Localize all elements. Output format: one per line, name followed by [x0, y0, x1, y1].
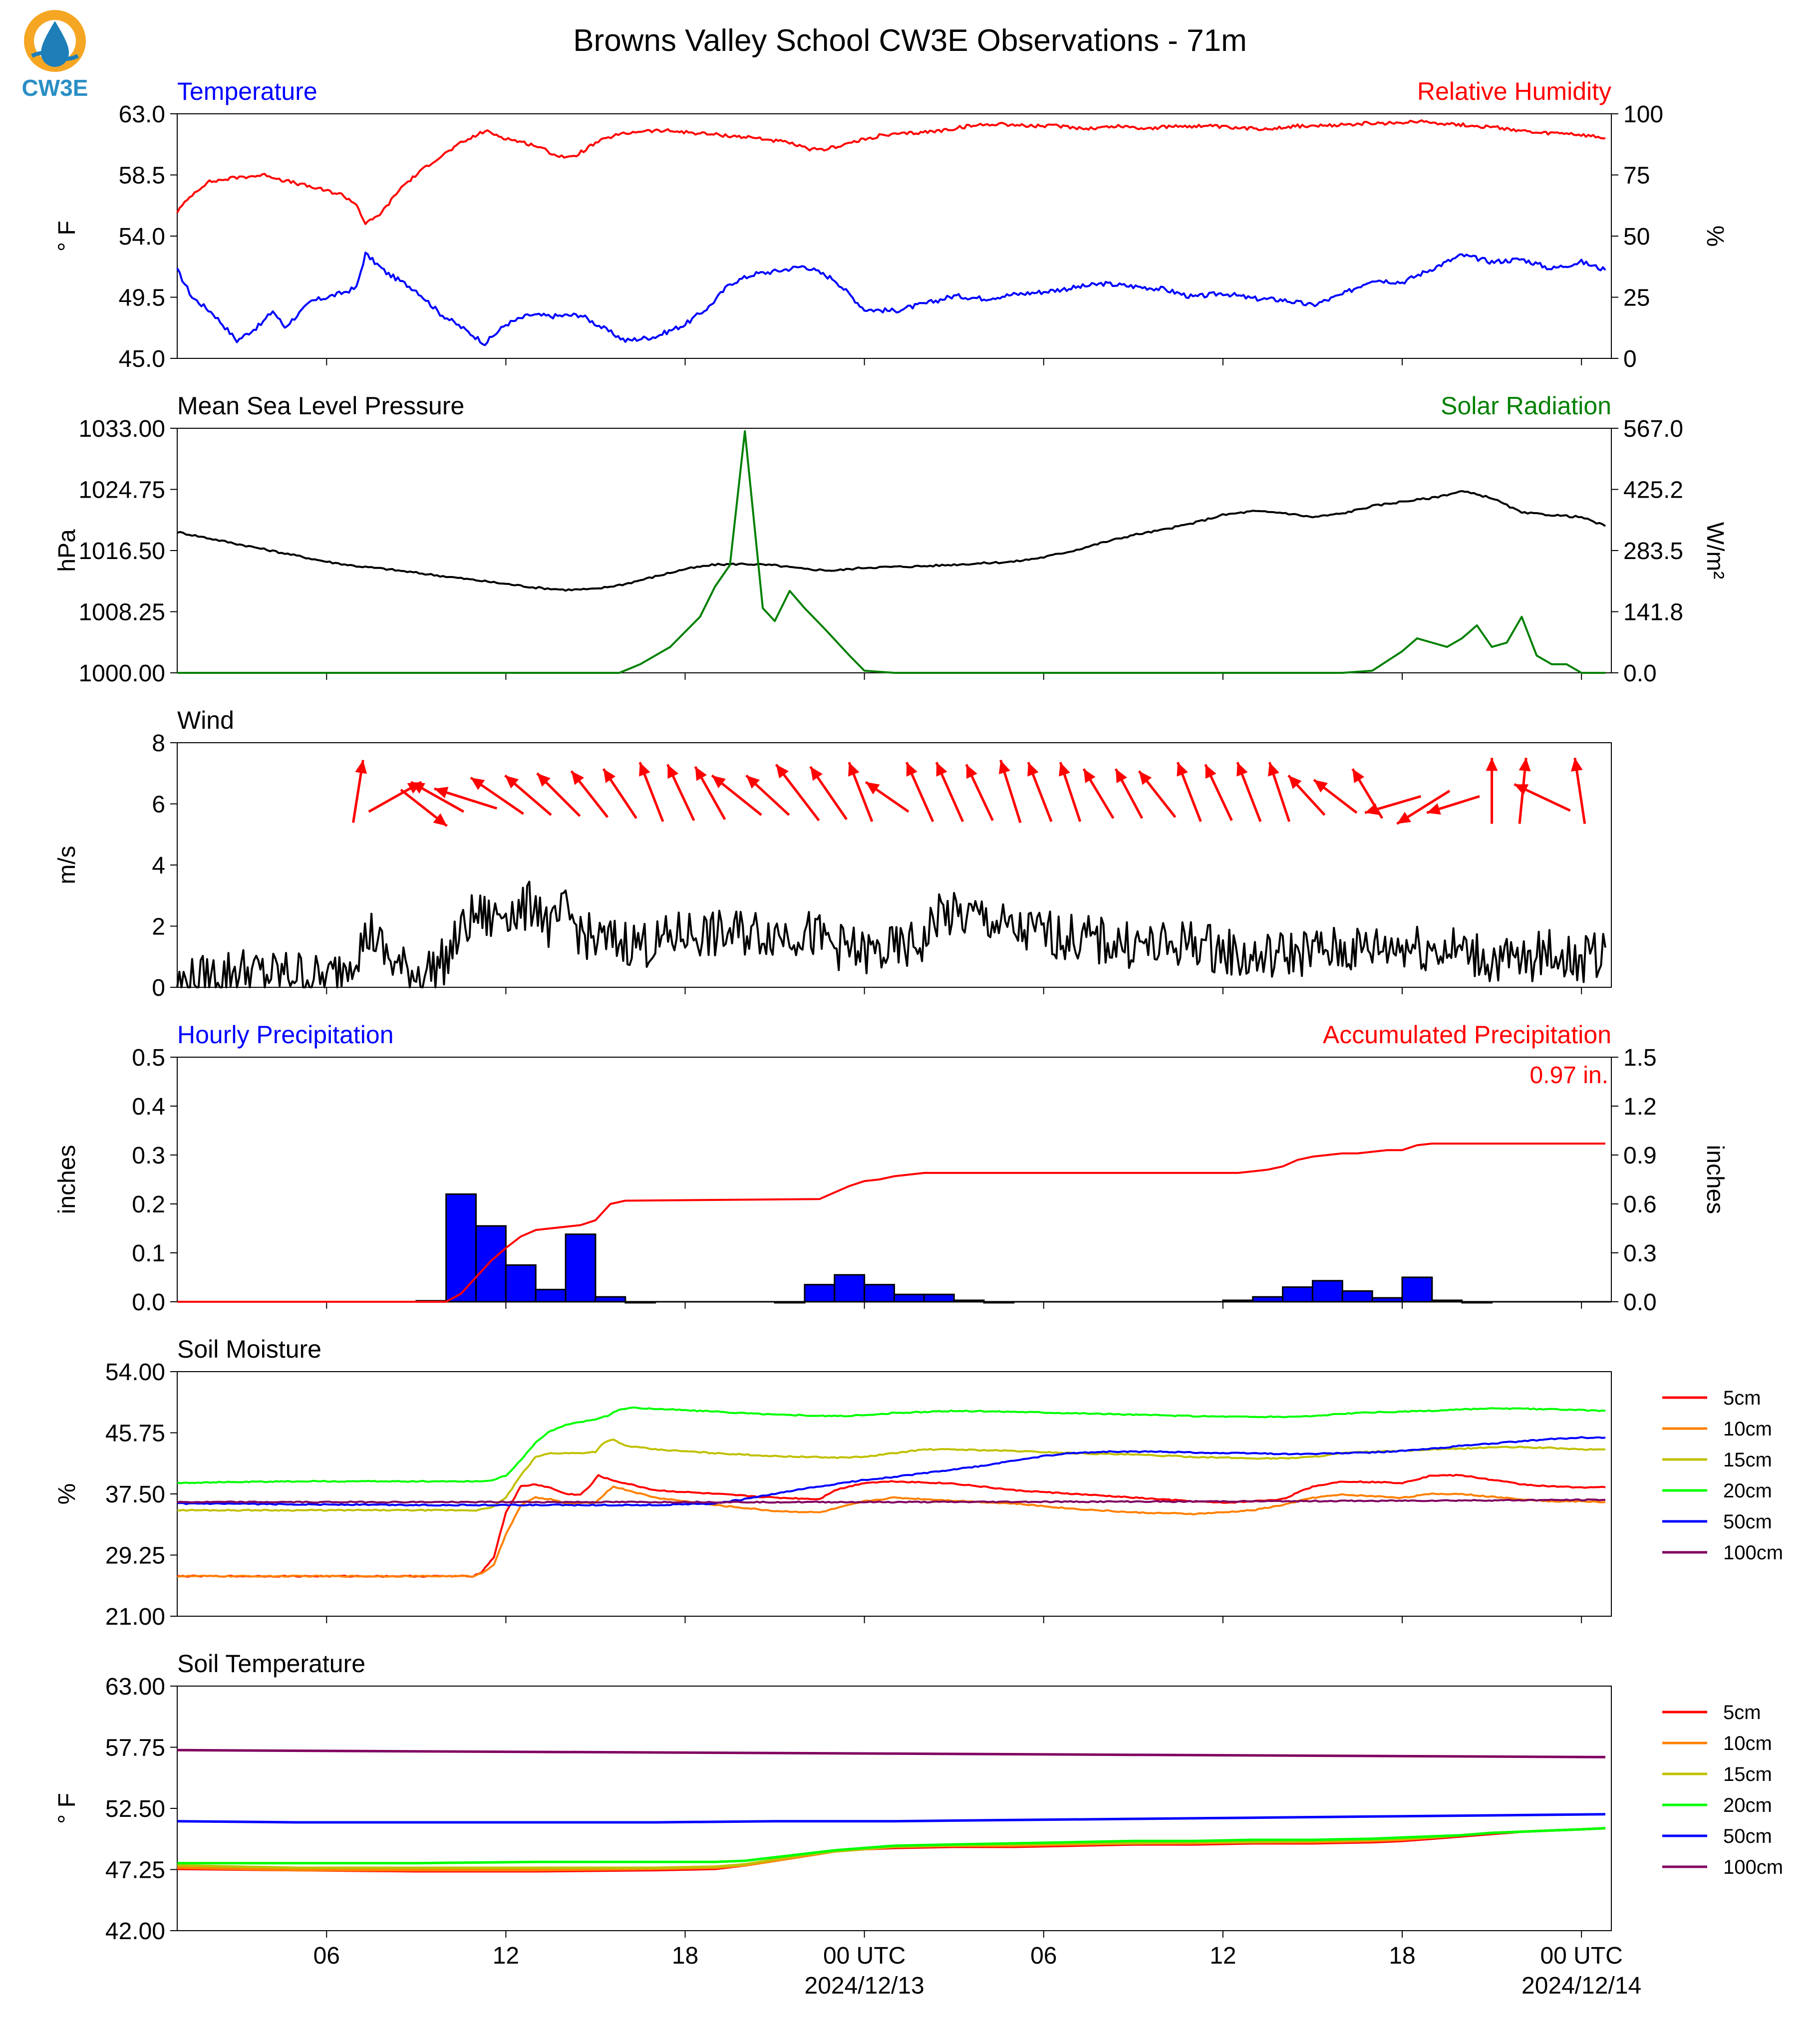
- y-tick-label-left: 58.5: [118, 162, 165, 189]
- y-axis-label-left: hPa: [54, 529, 80, 572]
- precip-bar: [446, 1194, 476, 1302]
- panel-title-left: Temperature: [177, 77, 317, 105]
- accumulated-total-label: 0.97 in.: [1529, 1062, 1608, 1089]
- y-axis-label-right: %: [1702, 225, 1728, 247]
- y-tick-label-right: 567.0: [1623, 416, 1684, 442]
- y-tick-label-right: 100: [1623, 101, 1664, 128]
- y-tick-label-right: 0.9: [1623, 1143, 1657, 1169]
- y-tick-label-left: 0.0: [132, 1289, 165, 1316]
- y-tick-label-right: 283.5: [1623, 538, 1684, 565]
- panel-title-right: Accumulated Precipitation: [1322, 1021, 1611, 1049]
- y-tick-label-right: 0.6: [1623, 1191, 1657, 1218]
- legend-label: 100cm: [1723, 1856, 1784, 1878]
- precip-bar: [835, 1275, 865, 1302]
- y-tick-label-left: 54.0: [118, 224, 165, 250]
- legend-label: 15cm: [1723, 1763, 1772, 1785]
- y-tick-label-left: 1016.50: [78, 538, 165, 565]
- legend-label: 50cm: [1723, 1825, 1772, 1847]
- x-tick-label: 18: [671, 1943, 699, 1969]
- panel-title-left: Hourly Precipitation: [177, 1021, 394, 1049]
- y-tick-label-right: 425.2: [1623, 477, 1684, 504]
- x-date-label: 2024/12/14: [1521, 1973, 1642, 1999]
- legend-label: 5cm: [1723, 1702, 1761, 1724]
- y-tick-label-left: 57.75: [105, 1735, 165, 1761]
- y-tick-label-left: 63.00: [105, 1674, 165, 1700]
- y-tick-label-right: 1.2: [1623, 1094, 1657, 1120]
- precip-bar: [1402, 1277, 1432, 1302]
- legend-label: 50cm: [1723, 1511, 1772, 1533]
- y-tick-label-right: 1.5: [1623, 1045, 1657, 1071]
- precip-bar: [536, 1290, 566, 1302]
- y-axis-label-left: ° F: [54, 221, 80, 252]
- y-tick-label-left: 2: [152, 913, 165, 940]
- precip-bar: [506, 1265, 536, 1302]
- precip-bar: [1342, 1291, 1372, 1302]
- legend-label: 15cm: [1723, 1449, 1772, 1471]
- precip-bar: [895, 1294, 924, 1302]
- x-tick-label: 00 UTC: [823, 1943, 906, 1969]
- y-tick-label-right: 50: [1623, 224, 1650, 250]
- precip-bar: [805, 1285, 835, 1302]
- x-date-label: 2024/12/13: [804, 1973, 924, 1999]
- y-tick-label-left: 37.50: [105, 1481, 165, 1508]
- y-tick-label-right: 0.0: [1623, 1289, 1657, 1316]
- cw3e-logo: [22, 15, 88, 101]
- x-tick-label: 18: [1389, 1943, 1416, 1969]
- y-tick-label-left: 0.1: [132, 1240, 165, 1267]
- y-tick-label-left: 54.00: [105, 1359, 165, 1386]
- x-tick-label: 12: [1210, 1943, 1236, 1969]
- legend-label: 20cm: [1723, 1794, 1772, 1816]
- panel-title-left: Wind: [177, 706, 234, 734]
- y-axis-label-right: inches: [1702, 1145, 1728, 1214]
- y-tick-label-left: 1033.00: [78, 416, 165, 442]
- panel-title-left: Soil Moisture: [177, 1335, 321, 1363]
- panel-title-left: Mean Sea Level Pressure: [177, 392, 465, 420]
- precip-bar: [1312, 1281, 1342, 1302]
- legend-label: 10cm: [1723, 1733, 1772, 1754]
- x-tick-label: 12: [492, 1943, 520, 1969]
- y-tick-label-left: 45.0: [118, 346, 165, 372]
- panel-title-left: Soil Temperature: [177, 1650, 366, 1678]
- panel-title-right: Relative Humidity: [1417, 77, 1611, 105]
- panel-title-right: Solar Radiation: [1441, 392, 1611, 420]
- y-tick-label-right: 75: [1623, 162, 1650, 189]
- y-tick-label-left: 45.75: [105, 1420, 165, 1447]
- y-tick-label-left: 0.3: [132, 1143, 165, 1169]
- figure-title: Browns Valley School CW3E Observations - 71m: [573, 23, 1247, 58]
- y-axis-label-left: m/s: [54, 846, 80, 884]
- precip-bar: [1283, 1287, 1313, 1302]
- y-tick-label-right: 0.3: [1623, 1240, 1657, 1267]
- y-tick-label-right: 0: [1623, 346, 1637, 372]
- y-tick-label-right: 25: [1623, 285, 1650, 311]
- y-tick-label-left: 4: [152, 853, 165, 879]
- y-axis-label-left: ° F: [54, 1793, 80, 1824]
- y-axis-label-left: %: [54, 1483, 80, 1505]
- legend-label: 5cm: [1723, 1387, 1761, 1409]
- y-tick-label-left: 47.25: [105, 1857, 165, 1884]
- y-tick-label-left: 29.25: [105, 1542, 165, 1569]
- y-tick-label-left: 0.5: [132, 1045, 165, 1071]
- y-tick-label-left: 1024.75: [78, 477, 165, 504]
- y-axis-label-right: W/m²: [1702, 522, 1728, 579]
- precip-bar: [566, 1234, 596, 1302]
- x-tick-label: 00 UTC: [1540, 1943, 1623, 1969]
- precip-bar: [476, 1226, 506, 1302]
- y-tick-label-left: 0.4: [132, 1094, 165, 1120]
- y-axis-label-left: inches: [54, 1145, 80, 1214]
- x-tick-label: 06: [1030, 1943, 1057, 1969]
- y-tick-label-left: 49.5: [118, 285, 165, 311]
- logo-text: CW3E: [21, 75, 88, 101]
- legend-label: 10cm: [1723, 1418, 1772, 1440]
- y-tick-label-left: 42.00: [105, 1918, 165, 1945]
- precip-bar: [924, 1294, 954, 1302]
- y-tick-label-left: 6: [152, 791, 165, 818]
- y-tick-label-right: 141.8: [1623, 599, 1684, 626]
- x-tick-label: 06: [313, 1943, 340, 1969]
- y-tick-label-left: 0.2: [132, 1191, 165, 1218]
- y-tick-label-left: 0: [152, 975, 165, 1001]
- y-tick-label-left: 63.0: [118, 101, 165, 128]
- y-tick-label-right: 0.0: [1623, 660, 1657, 687]
- y-tick-label-left: 1000.00: [78, 660, 165, 687]
- legend-label: 20cm: [1723, 1480, 1772, 1502]
- y-tick-label-left: 1008.25: [78, 599, 165, 626]
- legend-label: 100cm: [1723, 1542, 1784, 1564]
- precip-bar: [865, 1285, 895, 1302]
- y-tick-label-left: 21.00: [105, 1604, 165, 1630]
- y-tick-label-left: 8: [152, 730, 165, 757]
- y-tick-label-left: 52.50: [105, 1796, 165, 1822]
